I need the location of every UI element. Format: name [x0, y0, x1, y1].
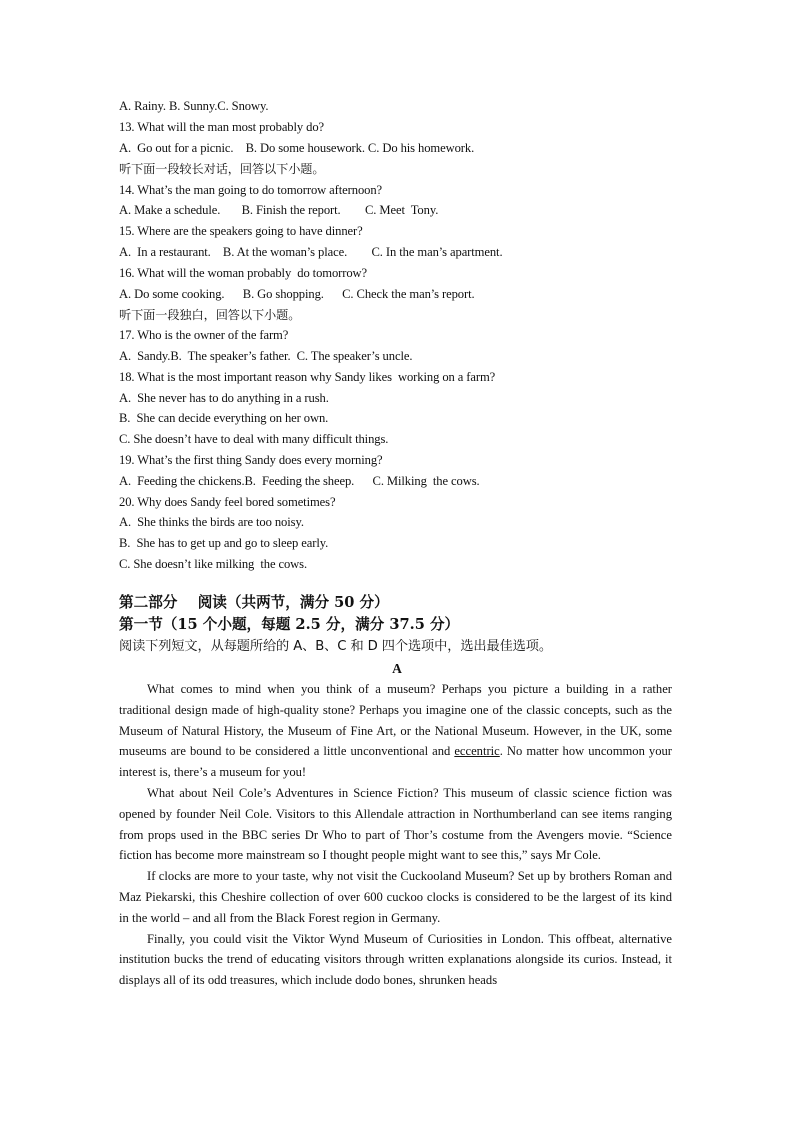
q20-option-b: B. She has to get up and go to sleep early. [119, 536, 329, 550]
q18-question: 18. What is the most important reason why Sandy likes working on a farm? [119, 370, 496, 384]
q16-options: A. Do some cooking. B. Go shopping. C. Check the man’s report. [119, 287, 475, 301]
underlined-word: eccentric [454, 744, 500, 759]
passage-label: A [392, 661, 402, 676]
q20-question: 20. Why does Sandy feel bored sometimes? [119, 495, 336, 509]
q18-option-c: C. She doesn’t have to deal with many difficult things. [119, 432, 389, 446]
passage-paragraph-4: Finally, you could visit the Viktor Wynd Museum of Curiosities in London. This offbeat, alternative institution bucks the trend of educating visitors through written explanations alongside its curios. Instead, it displays all of its odd treasures, which include dodo bones, shrunken heads [119, 931, 672, 988]
passage-paragraph-1: What comes to mind when you think of a museum? Perhaps you picture a building in a rather traditional design made of high-quality stone? Perhaps you imagine one of the classic concepts, such as the Museum of Natural History, the Museum of Fine Art, or the National Museum. However, in the UK, some museums are bound to be considered a little unconventional and eccentric. No matter how uncommon your interest is, there’s a museum for you! [119, 682, 672, 780]
q18-option-a: A. She never has to do anything in a rush. [119, 391, 329, 405]
q14-options: A. Make a schedule. B. Finish the report. C. Meet Tony. [119, 203, 439, 217]
q14-question: 14. What’s the man going to do tomorrow afternoon? [119, 183, 383, 197]
passage-body [119, 679, 672, 991]
q17-options: A. Sandy.B. The speaker’s father. C. The speaker’s uncle. [119, 349, 413, 363]
q20-option-a: A. She thinks the birds are too noisy. [119, 515, 304, 529]
q16-question: 16. What will the woman probably do tomorrow? [119, 266, 368, 280]
listening-instruction-dialogue: 听下面一段较长对话，回答以下小题。 [119, 162, 325, 176]
passage-paragraph-3: If clocks are more to your taste, why not visit the Cuckooland Museum? Set up by brothers Roman and Maz Piekarski, this Cheshire collection of over 600 cuckoo clocks is considered to be the largest of its kind in the world – and all from the Black Forest region in Germany. [119, 869, 672, 925]
q19-question: 19. What’s the first thing Sandy does every morning? [119, 453, 383, 467]
reading-instruction: 阅读下列短文，从每题所给的 A、B、C 和 D 四个选项中，选出最佳选项。 [119, 639, 552, 654]
q19-options: A. Feeding the chickens.B. Feeding the sheep. C. Milking the cows. [119, 474, 480, 488]
q18-option-b: B. She can decide everything on her own. [119, 411, 329, 425]
q13-question: 13. What will the man most probably do? [119, 120, 325, 134]
q17-question: 17. Who is the owner of the farm? [119, 328, 289, 342]
q15-question: 15. Where are the speakers going to have dinner? [119, 224, 363, 238]
q12-options: A. Rainy. B. Sunny.C. Snowy. [119, 99, 269, 113]
part-title: 第二部分 阅读（共两节，满分 50 分） [119, 594, 389, 611]
q13-options: A. Go out for a picnic. B. Do some housework. C. Do his homework. [119, 141, 475, 155]
passage-paragraph-2: What about Neil Cole’s Adventures in Science Fiction? This museum of classic science fiction was opened by founder Neil Cole. Visitors to this Allendale attraction in Northumberland can see items ranging from props used in the BBC series Dr Who to part of Thor’s costume from the Avengers movie. “Science fiction has become more mainstream so I thought people might want to see this,” says Mr Cole. [119, 785, 672, 863]
q20-option-c: C. She doesn’t like milking the cows. [119, 557, 308, 571]
listening-instruction-monologue: 听下面一段独白，回答以下小题。 [119, 308, 301, 322]
q15-options: A. In a restaurant. B. At the woman’s place. C. In the man’s apartment. [119, 245, 503, 259]
subsection-title: 第一节（15 个小题，每题 2.5 分，满分 37.5 分） [119, 616, 460, 633]
